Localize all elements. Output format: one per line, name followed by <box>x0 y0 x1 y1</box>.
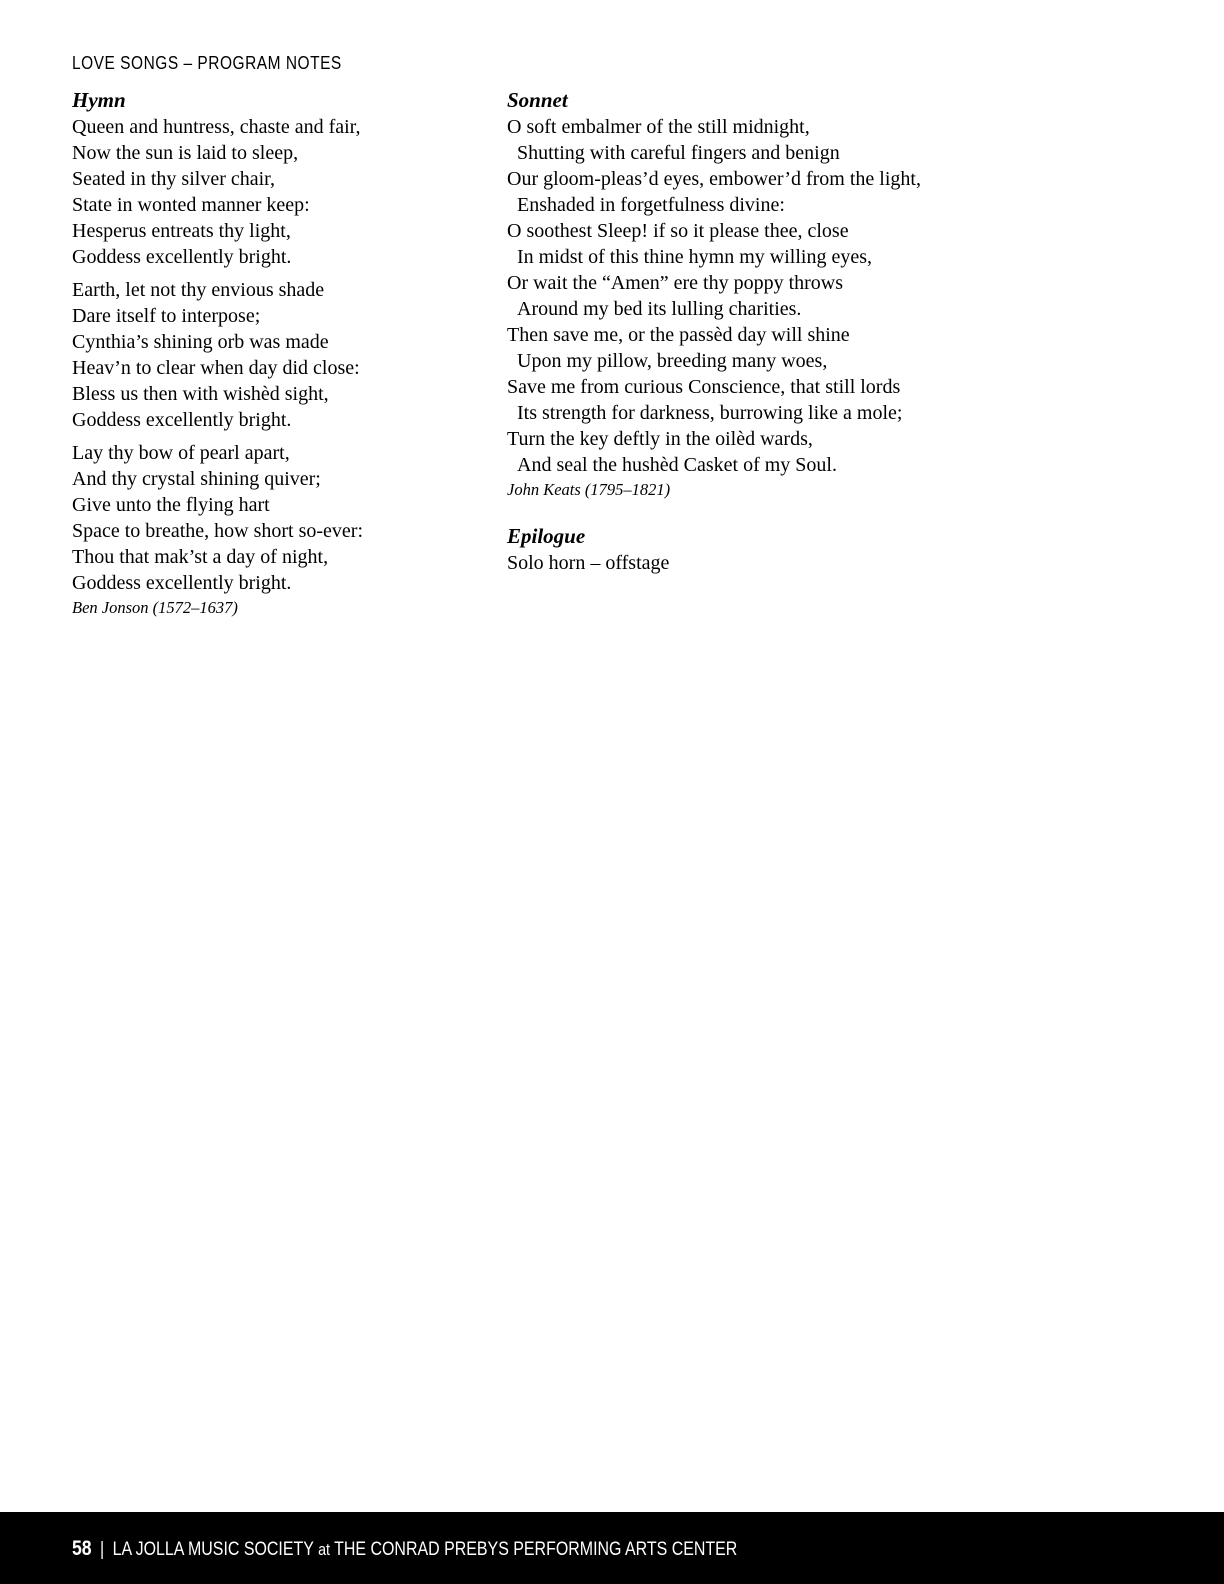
epilogue-text: Solo horn – offstage <box>507 552 670 574</box>
footer-separator: | <box>100 1539 105 1560</box>
poem-line: Dare itself to interpose; <box>72 305 261 327</box>
poem-line: Bless us then with wishèd sight, <box>72 383 329 405</box>
poem-line: Around my bed its lulling charities. <box>517 298 802 320</box>
stanza <box>72 277 472 433</box>
poem-line: O soft embalmer of the still midnight, <box>507 116 810 138</box>
right-column <box>507 86 1067 576</box>
poem-line: Or wait the “Amen” ere thy poppy throws <box>507 272 844 294</box>
poem-line: Space to breathe, how short so-ever: <box>72 520 364 542</box>
poem-title-epilogue: Epilogue <box>507 524 586 548</box>
poem-line: Our gloom-pleas’d eyes, embower’d from the light, <box>507 168 921 190</box>
stanza <box>72 440 472 596</box>
poem-line: Now the sun is laid to sleep, <box>72 142 299 164</box>
poem-line: Turn the key deftly in the oilèd wards, <box>507 428 813 450</box>
sonnet-body <box>507 114 1067 478</box>
page-number: 58 <box>72 1537 92 1560</box>
running-head: LOVE SONGS – PROGRAM NOTES <box>72 53 342 73</box>
poem-line: And thy crystal shining quiver; <box>72 468 321 490</box>
poem-line: Upon my pillow, breeding many woes, <box>517 350 828 372</box>
poem-line: Lay thy bow of pearl apart, <box>72 442 290 464</box>
stanza <box>72 114 472 270</box>
author-credit: Ben Jonson (1572–1637) <box>72 598 238 617</box>
poem-title-hymn: Hymn <box>72 88 126 112</box>
poem-line: Seated in thy silver chair, <box>72 168 276 190</box>
footer-text <box>72 1537 737 1561</box>
poem-line: Give unto the flying hart <box>72 494 270 516</box>
poem-line: Shutting with careful fingers and benign <box>517 142 840 164</box>
poem-line: Goddess excellently bright. <box>72 572 292 594</box>
page-footer <box>0 1512 1224 1584</box>
footer-org: LA JOLLA MUSIC SOCIETY <box>112 1539 314 1560</box>
poem-title-sonnet: Sonnet <box>507 88 568 112</box>
poem-line: In midst of this thine hymn my willing eyes, <box>517 246 872 268</box>
poem-line: Thou that mak’st a day of night, <box>72 546 329 568</box>
section-gap <box>507 502 1067 522</box>
poem-line: Enshaded in forgetfulness divine: <box>517 194 785 216</box>
footer-venue: THE CONRAD PREBYS PERFORMING ARTS CENTER <box>334 1539 738 1560</box>
poem-line: And seal the hushèd Casket of my Soul. <box>517 454 837 476</box>
left-column <box>72 86 472 620</box>
poem-line: O soothest Sleep! if so it please thee, close <box>507 220 849 242</box>
footer-at: at <box>318 1540 330 1559</box>
poem-line: State in wonted manner keep: <box>72 194 310 216</box>
poem-line: Its strength for darkness, burrowing like a mole; <box>517 402 903 424</box>
poem-line: Hesperus entreats thy light, <box>72 220 291 242</box>
poem-line: Goddess excellently bright. <box>72 246 292 268</box>
poem-line: Save me from curious Conscience, that still lords <box>507 376 901 398</box>
poem-line: Queen and huntress, chaste and fair, <box>72 116 361 138</box>
author-credit: John Keats (1795–1821) <box>507 480 671 499</box>
poem-line: Then save me, or the passèd day will shine <box>507 324 850 346</box>
poem-line: Cynthia’s shining orb was made <box>72 331 329 353</box>
poem-line: Heav’n to clear when day did close: <box>72 357 360 379</box>
poem-line: Goddess excellently bright. <box>72 409 292 431</box>
poem-line: Earth, let not thy envious shade <box>72 279 325 301</box>
